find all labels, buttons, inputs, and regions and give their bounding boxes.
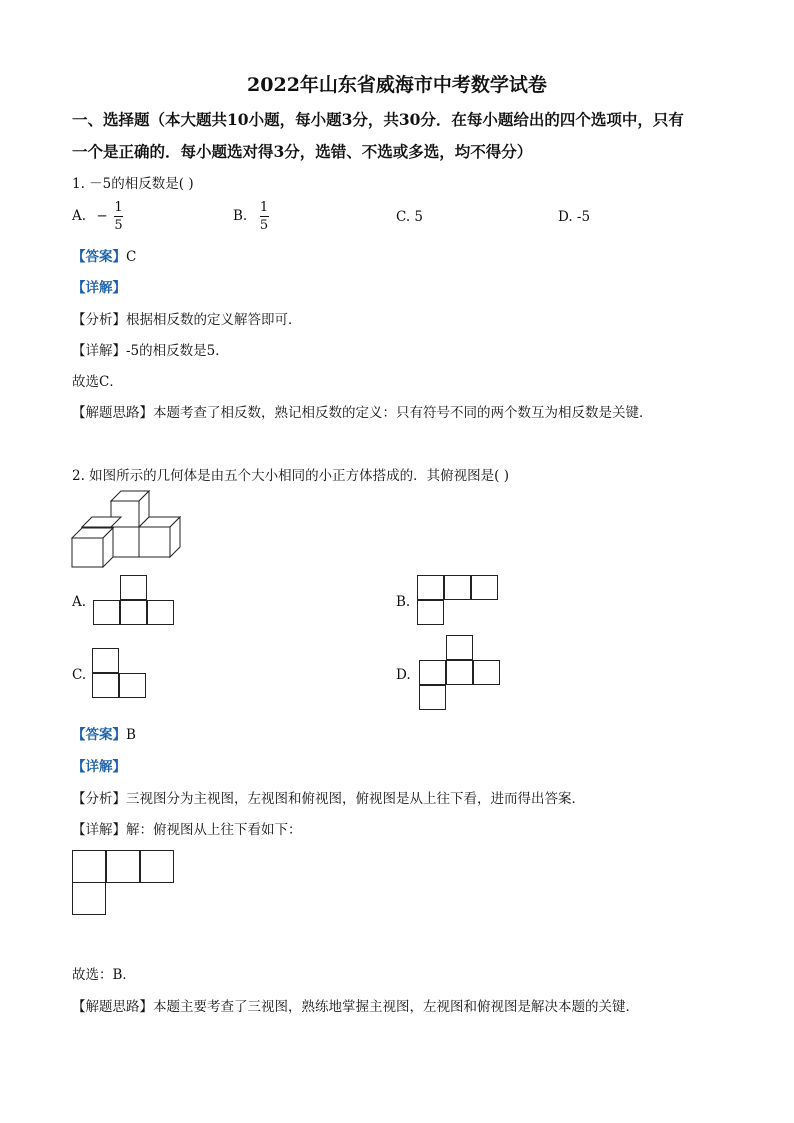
q1-idea-text: 本题考查了相反数，熟记相反数的定义：只有符号不同的两个数互为相反数是关键． [153,405,653,421]
q1-analysis-text: 根据相反数的定义解答即可． [126,312,302,328]
q1-option-b-label: B. [233,208,248,224]
q1-stem: 1. －5的相反数是( ) [72,176,194,192]
q1-answer [72,245,136,265]
q1-choose: 故选C． [72,374,123,390]
section-heading-line1: 一、选择题（本大题共10小题，每小题3分，共30分．在每小题给出的四个选项中，只有 [72,110,684,129]
q1-detail-tag: 【详解】 [72,280,126,296]
q2-detail-tag: 【详解】 [72,759,126,775]
q1-option-c[interactable]: C. 5 [396,209,424,225]
q1-option-a-denominator: 5 [114,218,123,233]
q2-stem: 2. 如图所示的几何体是由五个大小相同的小正方体搭成的．其俯视图是( ) [72,468,509,484]
q2-analysis [72,787,585,807]
q1-detail-heading [72,276,126,296]
q2-detail-heading [72,755,126,775]
q1-option-b-fraction [260,200,269,233]
q1-detail2-tag: 【详解】 [72,343,126,359]
q1-analysis-tag: 【分析】 [72,312,126,328]
q1-option-b-denominator: 5 [259,218,269,233]
q1-idea [72,401,653,421]
page-title: 2022年山东省威海市中考数学试卷 [247,74,547,96]
q2-option-c-label[interactable]: C. [72,667,87,683]
q1-option-a-label: A. [72,208,87,224]
q2-option-b-label[interactable]: B. [396,594,411,610]
q1-option-b-numerator: 1 [259,200,269,215]
q1-detail2-text: -5的相反数是5． [126,343,229,359]
q1-detail [72,339,229,359]
q2-detail2-text: 解：俯视图从上往下看如下： [126,822,302,838]
q1-answer-value: C [126,249,137,265]
q2-option-d-label[interactable]: D. [396,667,411,683]
q1-option-d[interactable]: D. -5 [558,209,591,225]
q2-answer [72,723,136,743]
q2-answer-tag: 【答案】 [72,727,126,743]
q1-analysis [72,308,302,328]
section-heading-line2: 一个是正确的．每小题选对得3分，选错、不选或多选，均不得分） [72,142,533,161]
q1-option-a-fraction [114,200,123,233]
q2-answer-value: B [126,727,136,743]
q2-analysis-text: 三视图分为主视图，左视图和俯视图，俯视图是从上往下看，进而得出答案． [126,791,585,807]
q2-analysis-tag: 【分析】 [72,791,126,807]
q1-option-a[interactable] [72,200,123,233]
q1-option-a-sign: − [96,208,108,224]
q1-answer-tag: 【答案】 [72,249,126,265]
q1-idea-tag: 【解题思路】 [72,405,153,421]
q2-idea [72,995,639,1015]
q2-cube-figure [70,487,184,571]
q2-detail [72,818,302,838]
q2-idea-tag: 【解题思路】 [72,999,153,1015]
q2-choose: 故选：B． [72,967,136,983]
q2-idea-text: 本题主要考查了三视图，熟练地掌握主视图，左视图和俯视图是解决本题的关键． [153,999,639,1015]
q2-detail2-tag: 【详解】 [72,822,126,838]
q1-option-a-numerator: 1 [114,200,123,215]
q1-option-b[interactable] [233,200,269,233]
q2-option-a-label[interactable]: A. [72,594,87,610]
